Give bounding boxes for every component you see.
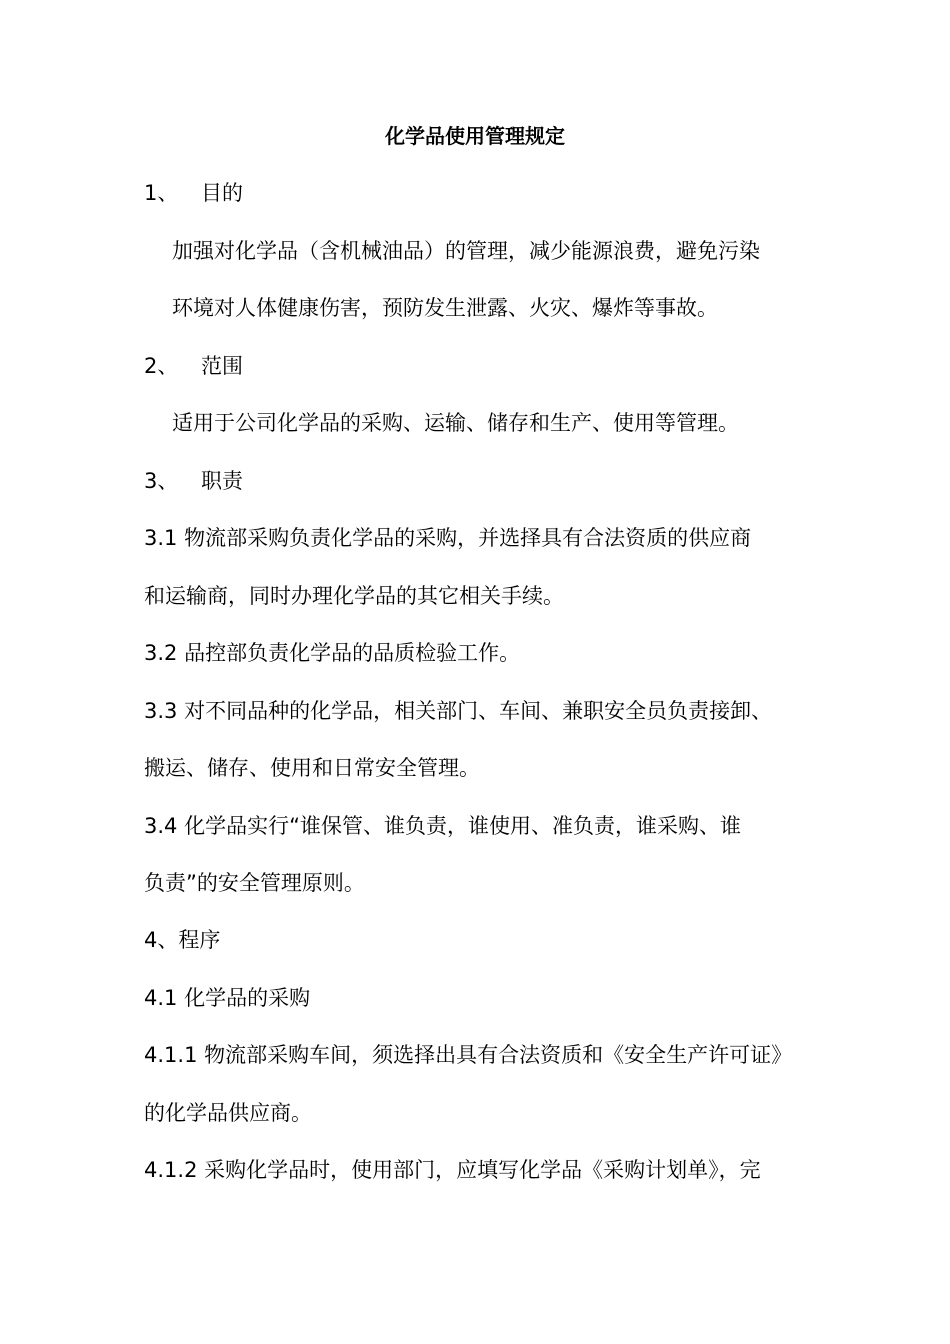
section-heading-procedure: 4、程序 <box>144 928 221 952</box>
section-number: 3、 <box>144 469 179 493</box>
paragraph-line: 3.4 化学品实行“谁保管、谁负责，谁使用、准负责，谁采购、谁 <box>144 814 741 838</box>
section-number: 2、 <box>144 354 179 378</box>
paragraph-line: 搬运、储存、使用和日常安全管理。 <box>144 756 480 780</box>
paragraph-line: 4.1.2 采购化学品时，使用部门，应填写化学品《采购计划单》，完 <box>144 1158 761 1182</box>
paragraph-line: 负责”的安全管理原则。 <box>144 871 365 895</box>
paragraph-line: 4.1.1 物流部采购车间，须选择出具有合法资质和《安全生产许可证》 <box>144 1043 793 1067</box>
section-heading-scope <box>144 351 243 381</box>
section-label: 范围 <box>201 354 243 378</box>
paragraph-line: 3.3 对不同品种的化学品，相关部门、车间、兼职安全员负责接卸、 <box>144 699 773 723</box>
section-label: 职责 <box>201 469 243 493</box>
section-number: 1、 <box>144 181 179 205</box>
section-heading-responsibility <box>144 466 243 496</box>
paragraph-line: 3.2 品控部负责化学品的品质检验工作。 <box>144 641 521 665</box>
paragraph-line: 的化学品供应商。 <box>144 1101 312 1125</box>
subsection-heading: 4.1 化学品的采购 <box>144 986 311 1010</box>
paragraph-line: 适用于公司化学品的采购、运输、储存和生产、使用等管理。 <box>172 411 739 435</box>
document-title: 化学品使用管理规定 <box>385 124 565 148</box>
paragraph-line: 和运输商，同时办理化学品的其它相关手续。 <box>144 584 564 608</box>
section-label: 目的 <box>201 181 243 205</box>
paragraph-line: 环境对人体健康伤害，预防发生泄露、火灾、爆炸等事故。 <box>172 296 718 320</box>
section-heading-purpose <box>144 178 243 208</box>
paragraph-line: 3.1 物流部采购负责化学品的采购，并选择具有合法资质的供应商 <box>144 526 752 550</box>
paragraph-line: 加强对化学品（含机械油品）的管理，减少能源浪费，避免污染 <box>172 239 760 263</box>
